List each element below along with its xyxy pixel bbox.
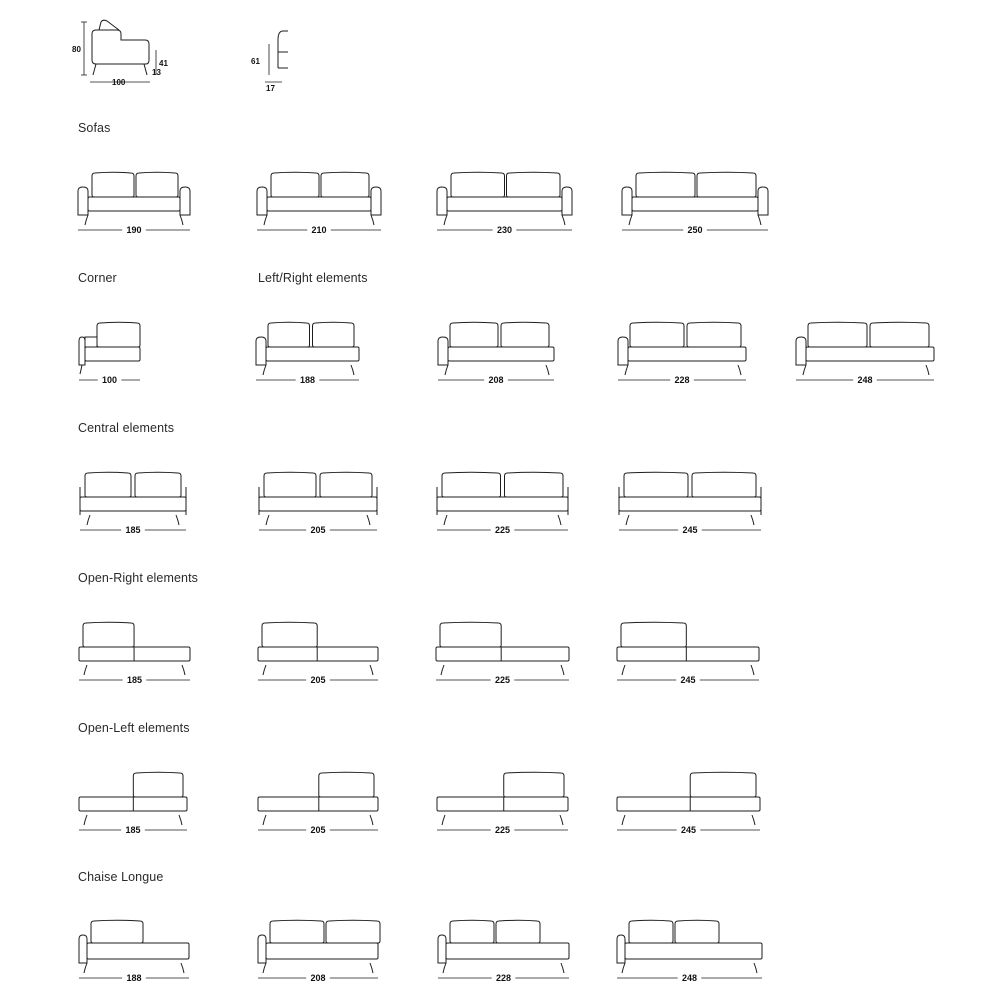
module-openright-245 [617, 622, 759, 685]
module-central-245 [619, 472, 761, 535]
module-central-205 [259, 472, 377, 535]
module-sofa-190 [78, 172, 190, 235]
module-leftright-248 [796, 322, 934, 385]
dimension-label: 248 [857, 375, 873, 385]
module-openleft-245 [617, 772, 760, 835]
dimension-leg-height-label: 13 [152, 68, 161, 77]
section-title-open-right-elements: Open-Right elements [78, 571, 199, 585]
dimension-arm-width-label: 17 [266, 84, 275, 93]
section-title-open-left-elements: Open-Left elements [78, 721, 190, 735]
dimension-seat-height-label: 41 [159, 59, 168, 68]
dimension-label: 190 [126, 225, 142, 235]
module-leftright-188 [256, 322, 359, 385]
module-central-185 [80, 472, 186, 535]
dimension-label: 188 [299, 375, 316, 385]
dimension-height-label: 80 [72, 45, 81, 54]
module-chaise-228 [438, 920, 569, 983]
module-openleft-185 [79, 772, 187, 835]
dimension-label: 225 [494, 675, 511, 685]
dimension-label: 208 [310, 973, 326, 983]
module-leftright-228 [618, 322, 746, 385]
dimension-label: 248 [681, 973, 698, 983]
section-title-sofas: Sofas [78, 121, 111, 135]
module-leftright-208 [438, 322, 554, 385]
dimension-label: 225 [494, 825, 511, 835]
section-title-chaise-longue: Chaise Longue [78, 870, 164, 884]
dimension-label: 245 [682, 525, 698, 535]
sofa-drawings [78, 172, 934, 983]
dimension-label: 225 [494, 525, 511, 535]
section-title-central-elements: Central elements [78, 421, 175, 435]
dimension-arm-height-label: 61 [251, 57, 260, 66]
dimension-label: 210 [311, 225, 327, 235]
dimension-label: 205 [310, 675, 326, 685]
dimension-label: 230 [496, 225, 513, 235]
dimension-label: 245 [680, 675, 696, 685]
dimension-label: 185 [125, 525, 141, 535]
dimension-label: 208 [488, 375, 504, 385]
module-openright-185 [79, 622, 190, 685]
module-sofa-230 [437, 172, 572, 235]
dimension-label: 188 [126, 973, 142, 983]
module-central-225 [437, 472, 568, 535]
section-title-corner: Corner [78, 271, 117, 285]
dimension-depth-label: 100 [112, 78, 126, 87]
dimension-label: 205 [310, 825, 326, 835]
dimension-label: 100 [101, 375, 118, 385]
dimension-label: 245 [680, 825, 697, 835]
module-chaise-188 [79, 920, 189, 983]
module-openright-205 [258, 622, 378, 685]
dimension-label: 228 [674, 375, 690, 385]
dimension-label: 228 [495, 973, 512, 983]
dimension-label: 205 [310, 525, 326, 535]
dimension-label: 250 [687, 225, 703, 235]
module-chaise-248 [617, 920, 762, 983]
module-openleft-225 [437, 772, 568, 835]
module-openleft-205 [258, 772, 378, 835]
module-openright-225 [436, 622, 569, 685]
module-sofa-210 [257, 172, 381, 235]
module-sofa-250 [622, 172, 768, 235]
module-corner-100 [79, 322, 140, 385]
section-title-left-right-elements: Left/Right elements [258, 271, 368, 285]
side-view-arm [251, 31, 288, 93]
side-view-seat [72, 20, 168, 87]
dimension-label: 185 [126, 675, 143, 685]
module-chaise-208 [258, 920, 380, 983]
dimension-label: 185 [125, 825, 141, 835]
